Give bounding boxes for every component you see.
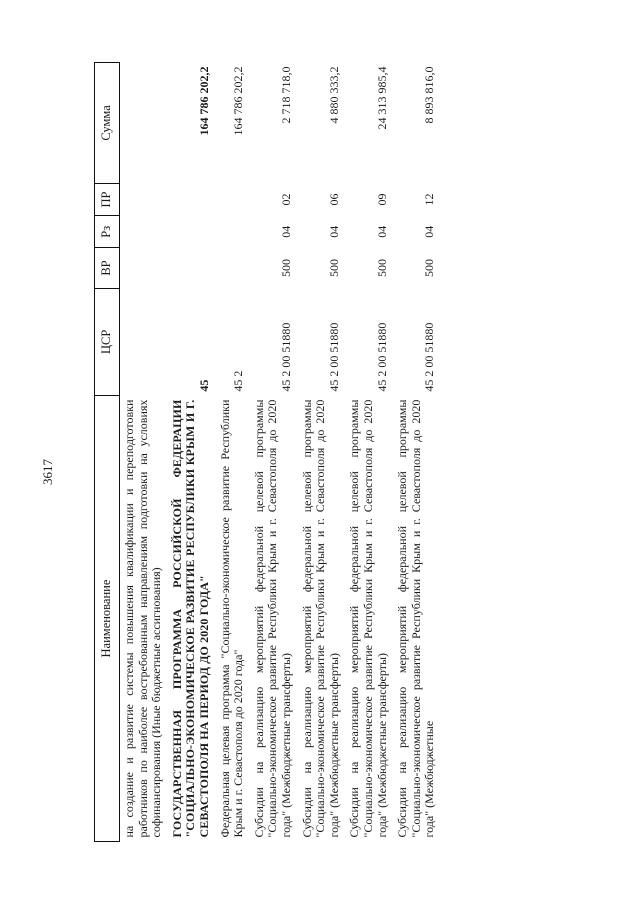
row-name: ГОСУДАРСТВЕННАЯ ПРОГРАММА РОССИЙСКОЙ ФЕДЕРАЦИИ "СОЦИАЛЬНО-ЭКОНОМИЧЕСКОЕ РАЗВИТИЕ РЕСПУБЛИКИ КРЫМ И Г. СЕВАСТОПОЛЯ НА ПЕРИОД ДО 2020 ГОДА" [169, 399, 211, 838]
header-sum: Сумма [95, 63, 120, 184]
row-sum: 24 313 985,4 [374, 66, 389, 130]
table-header-row [95, 63, 120, 842]
row-csr: 45 [196, 379, 211, 392]
row-csr: 45 2 00 51880 [422, 322, 437, 392]
row-pr [216, 183, 250, 215]
table-row [393, 63, 441, 842]
row-name: Субсидии на реализацию мероприятий федеральной целевой программы "Социально-экономическое развитие Республики Крым и г. Севастополя до 2020 года" (Межбюджетные [395, 399, 437, 838]
row-vr: 500 [422, 259, 437, 278]
header-vr: ВР [95, 248, 120, 288]
row-name: на создание и развитие системы повышения квалификации и переподготовки работников по наиболее востребованным направлениям подготовки на условиях софинансирования (Иные бюджетные ассигнования) [122, 399, 164, 838]
header-name: Наименование [95, 396, 120, 842]
row-name: Субсидии на реализацию мероприятий федеральной целевой программы "Социально-экономическое развитие Республики Крым и г. Севастополя до 2020 года" (Межбюджетные трансферты) [299, 399, 341, 838]
table-row [120, 63, 168, 842]
row-pr: 09 [374, 193, 389, 206]
row-name: Федеральная целевая программа "Социально-экономическое развитие Республики Крым и г. Севастополя до 2020 года" [217, 399, 246, 838]
row-sum: 2 718 718,0 [278, 66, 293, 124]
row-vr [216, 248, 250, 288]
row-sum: 164 786 202,2 [196, 66, 211, 136]
row-rz: 04 [278, 225, 293, 238]
row-name: Субсидии на реализацию мероприятий федеральной целевой программы "Социально-экономическое развитие Республики Крым и г. Севастополя до 2020 года" (Межбюджетные трансферты) [251, 399, 293, 838]
row-csr [120, 288, 168, 395]
row-rz [168, 216, 216, 248]
row-pr: 06 [326, 193, 341, 206]
row-vr: 500 [374, 259, 389, 278]
row-sum [120, 63, 168, 184]
header-pr: ПР [95, 183, 120, 215]
row-rz: 04 [326, 225, 341, 238]
budget-table [94, 62, 441, 842]
row-csr: 45 2 00 51880 [278, 322, 293, 392]
row-vr: 500 [278, 259, 293, 278]
table-row [250, 63, 298, 842]
table-row [216, 63, 250, 842]
rotated-page-content [94, 62, 632, 842]
row-csr: 45 2 [231, 370, 246, 392]
row-sum: 8 893 816,0 [422, 66, 437, 124]
row-pr: 12 [422, 193, 437, 206]
row-rz: 04 [374, 225, 389, 238]
row-rz [120, 216, 168, 248]
header-rz: Рз [95, 216, 120, 248]
row-pr [168, 183, 216, 215]
table-row [168, 63, 216, 842]
row-vr: 500 [326, 259, 341, 278]
table-row [298, 63, 346, 842]
row-name: Субсидии на реализацию мероприятий федеральной целевой программы "Социально-экономическое развитие Республики Крым и г. Севастополя до 2020 года" (Межбюджетные трансферты) [347, 399, 389, 838]
row-rz [216, 216, 250, 248]
row-vr [168, 248, 216, 288]
row-csr: 45 2 00 51880 [326, 322, 341, 392]
table-row [345, 63, 393, 842]
header-csr: ЦСР [95, 288, 120, 395]
row-rz: 04 [422, 225, 437, 238]
page-number: 3617 [40, 459, 55, 485]
row-sum: 4 880 333,2 [326, 66, 341, 124]
row-sum: 164 786 202,2 [231, 66, 246, 136]
row-pr [120, 183, 168, 215]
row-vr [120, 248, 168, 288]
row-pr: 02 [278, 193, 293, 206]
row-csr: 45 2 00 51880 [374, 322, 389, 392]
